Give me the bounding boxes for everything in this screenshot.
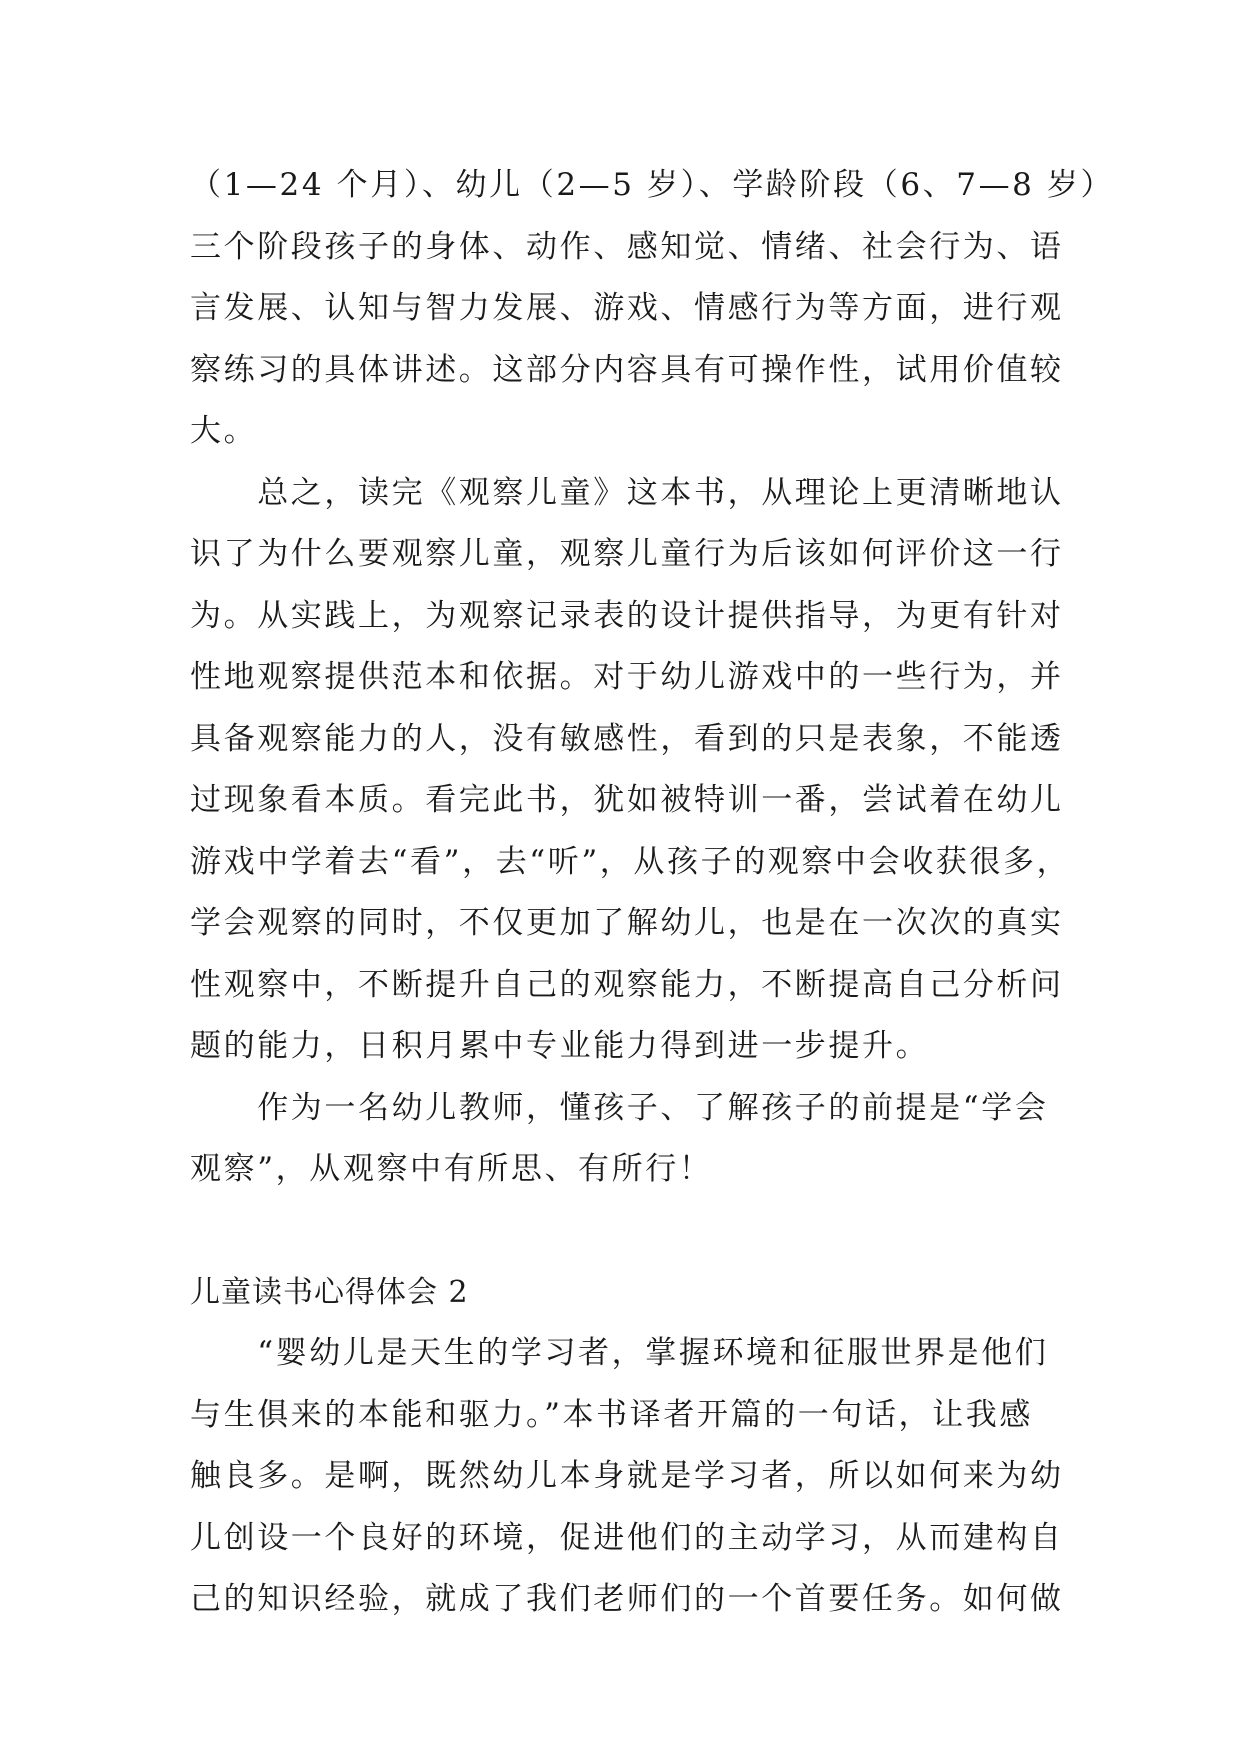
text-line: 识了为什么要观察儿童，观察儿童行为后该如何评价这一行	[190, 536, 1064, 572]
text-line: 游戏中学着去“看”，去“听”，从孩子的观察中会收获很多，	[190, 843, 1071, 880]
blank-line	[190, 1201, 1052, 1262]
text-line: 过现象看本质。看完此书，犹如被特训一番，尝试着在幼儿	[190, 782, 1064, 818]
text-line: 大。	[190, 413, 258, 449]
text-line: 言发展、认知与智力发展、游戏、情感行为等方面，进行观	[190, 290, 1064, 326]
paragraph-4	[190, 1323, 1064, 1631]
paragraph-1	[190, 155, 1115, 463]
text-line: 作为一名幼儿教师，懂孩子、了解孩子的前提是“学会	[190, 1089, 1049, 1126]
text-line: 为。从实践上，为观察记录表的设计提供指导，为更有针对	[190, 597, 1064, 634]
text-line: 学会观察的同时，不仅更加了解幼儿，也是在一次次的真实	[190, 905, 1064, 941]
text-line: 察练习的具体讲述。这部分内容具有可操作性，试用价值较	[190, 351, 1064, 388]
text-line: 触良多。是啊，既然幼儿本身就是学习者，所以如何来为幼	[190, 1458, 1064, 1494]
paragraph-3	[190, 1078, 1052, 1201]
text-line: “婴幼儿是天生的学习者，掌握环境和征服世界是他们	[190, 1335, 1049, 1371]
text-line: 总之，读完《观察儿童》这本书，从理论上更清晰地认	[190, 474, 1064, 511]
text-line: 具备观察能力的人，没有敏感性，看到的只是表象，不能透	[190, 720, 1064, 757]
text-line: 性观察中，不断提升自己的观察能力，不断提高自己分析问	[190, 966, 1064, 1003]
text-line: 题的能力，日积月累中专业能力得到进一步提升。	[190, 1028, 930, 1064]
text-line: 儿创设一个良好的环境，促进他们的主动学习，从而建构自	[190, 1519, 1064, 1556]
text-line: 观察”，从观察中有所思、有所行！	[190, 1151, 713, 1187]
paragraph-2	[190, 463, 1071, 1078]
text-line: 与生俱来的本能和驱力。”本书译者开篇的一句话，让我感	[190, 1396, 1033, 1433]
section-heading: 儿童读书心得体会 2	[190, 1274, 469, 1310]
text-line: 己的知识经验，就成了我们老师们的一个首要任务。如何做	[190, 1581, 1064, 1617]
text-line: 性地观察提供范本和依据。对于幼儿游戏中的一些行为，并	[190, 659, 1064, 695]
text-line: （1—24 个月）、幼儿（2—5 岁）、学龄阶段（6、7—8 岁）	[190, 167, 1115, 203]
document-page	[190, 155, 1115, 1631]
text-line: 三个阶段孩子的身体、动作、感知觉、情绪、社会行为、语	[190, 228, 1064, 265]
